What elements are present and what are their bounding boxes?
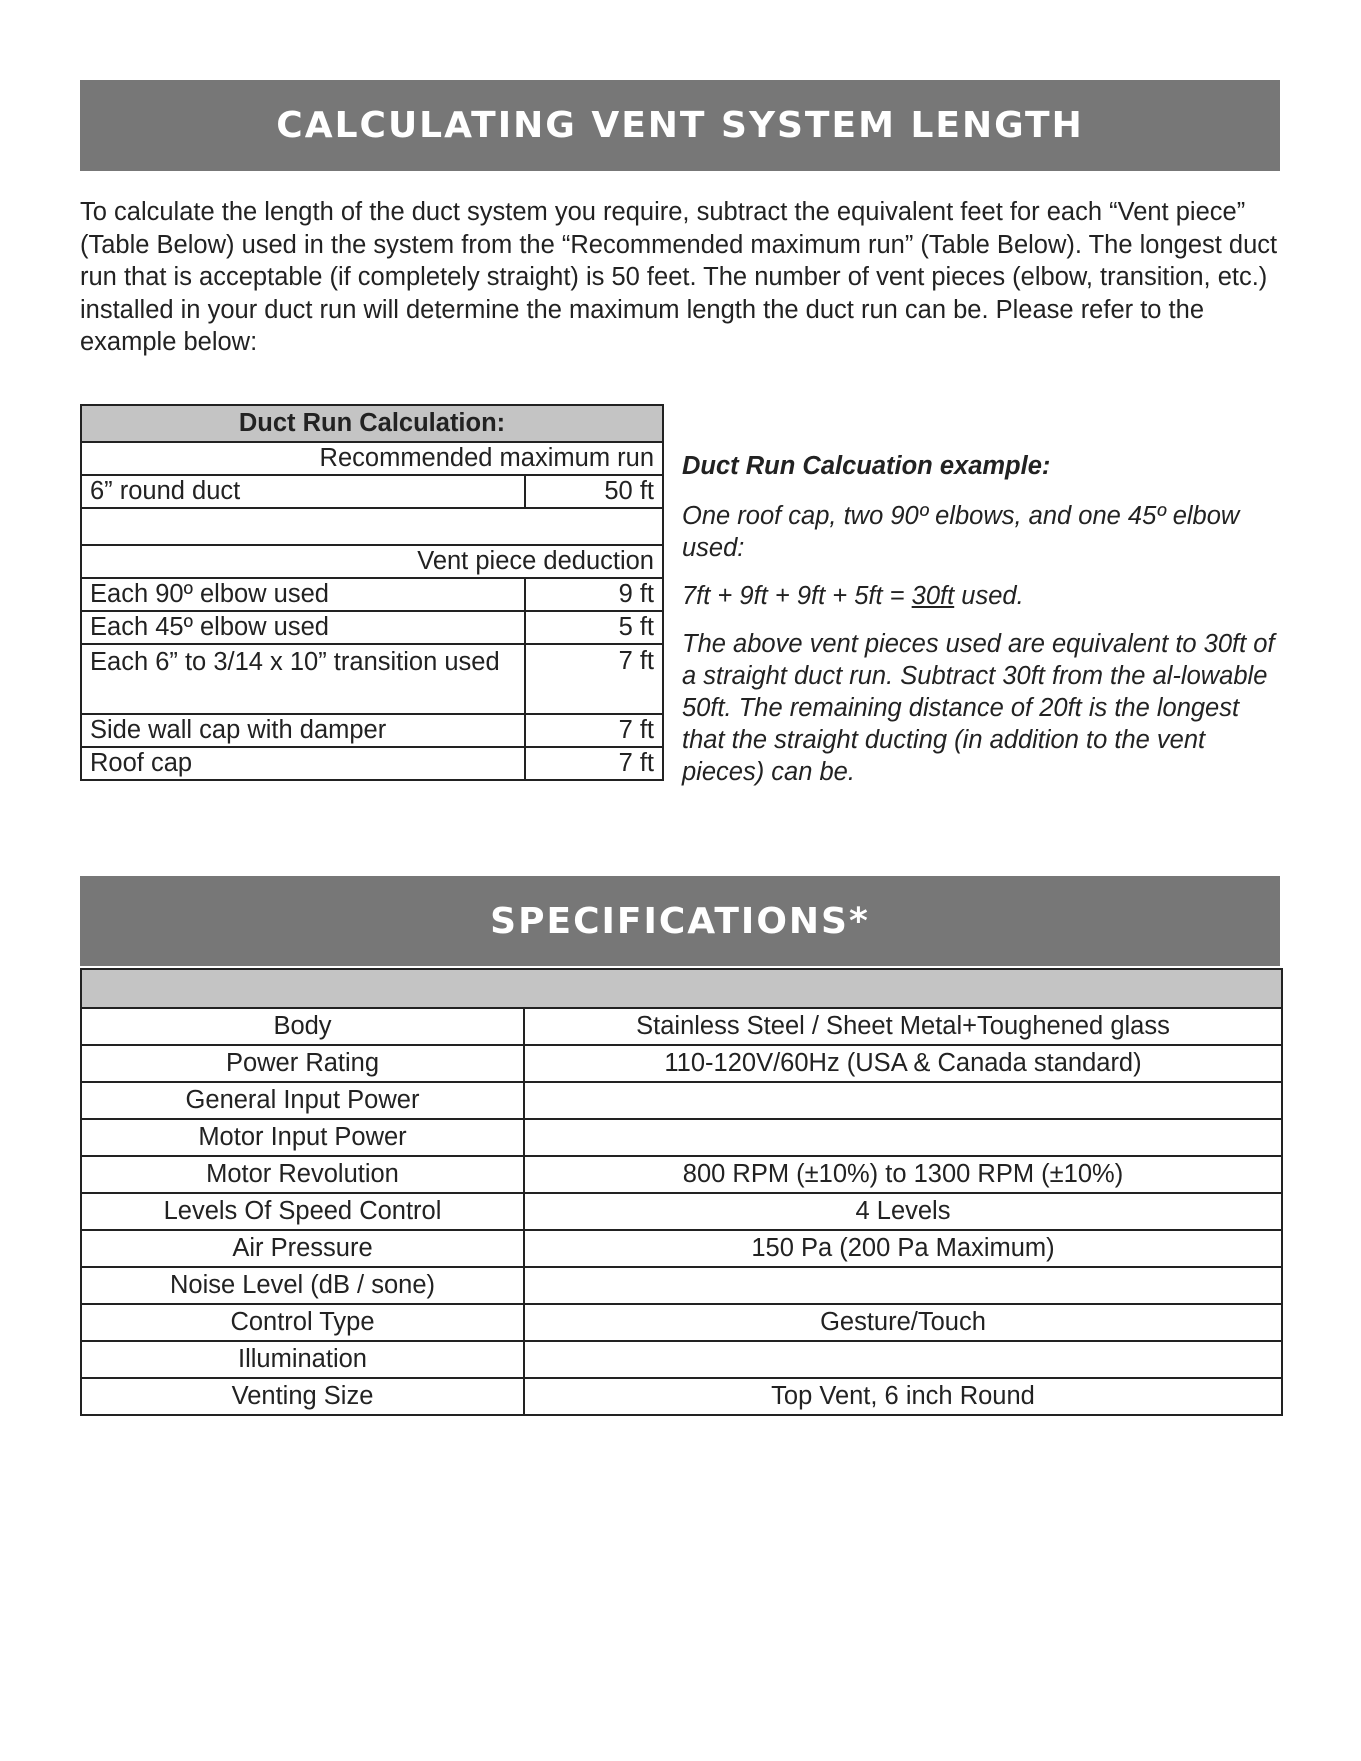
equation-prefix: 7ft + 9ft + 9ft + 5ft = [682, 582, 912, 610]
table-row [81, 1082, 1282, 1119]
row-value: 7 ft [525, 714, 663, 747]
spec-label: Power Rating [81, 1045, 524, 1082]
example-equation [682, 580, 1282, 612]
table-row [81, 1045, 1282, 1082]
example-explanation: The above vent pieces used are equivalent to 30ft of a straight duct run. Subtract 30ft from the al-lowable 50ft. The remaining distance of 20ft is the longest that the straight ducting (in addition to the vent pieces) can be. [682, 630, 1275, 786]
spec-table-header [81, 969, 1282, 1008]
spec-label: Air Pressure [81, 1230, 524, 1267]
vent-length-banner [80, 80, 1280, 171]
spec-value: 110-120V/60Hz (USA & Canada standard) [524, 1045, 1282, 1082]
spec-label: General Input Power [81, 1082, 524, 1119]
spec-value: 150 Pa (200 Pa Maximum) [524, 1230, 1282, 1267]
row-label: 6” round duct [81, 475, 525, 508]
example-line: One roof cap, two 90º elbows, and one 45º elbow used: [682, 502, 1240, 562]
specifications-table [80, 968, 1283, 1416]
table-row [81, 1119, 1282, 1156]
blank-row [81, 508, 663, 545]
intro-paragraph: To calculate the length of the duct system you require, subtract the equivalent feet for each “Vent piece” (Table Below) used in the system from the “Recommended maximum run” (Table Below). The longest duct run that is acceptable (if completely straight) is 50 feet. The number of vent pieces (elbow, transition, etc.) installed in your duct run will determine the maximum length the duct run can be. Please refer to the example below: [80, 198, 1278, 356]
table-row [81, 714, 663, 747]
row-label: Each 6” to 3/14 x 10” transition used [81, 644, 525, 714]
spec-value: Stainless Steel / Sheet Metal+Toughened glass [524, 1008, 1282, 1045]
spec-value [524, 1082, 1282, 1119]
row-value: 50 ft [525, 475, 663, 508]
row-value: 7 ft [525, 747, 663, 780]
duct-table-header: Duct Run Calculation: [81, 405, 663, 442]
spec-value [524, 1267, 1282, 1304]
max-run-label: Recommended maximum run [81, 442, 663, 475]
spec-label: Illumination [81, 1341, 524, 1378]
spec-value: 800 RPM (±10%) to 1300 RPM (±10%) [524, 1156, 1282, 1193]
spec-value: Top Vent, 6 inch Round [524, 1378, 1282, 1415]
row-label: Each 90º elbow used [81, 578, 525, 611]
table-row [81, 1304, 1282, 1341]
section-title: CALCULATING VENT SYSTEM LENGTH [276, 105, 1084, 146]
spec-value [524, 1341, 1282, 1378]
deduction-label: Vent piece deduction [81, 545, 663, 578]
table-row [81, 475, 663, 508]
row-label: Roof cap [81, 747, 525, 780]
table-row [81, 1341, 1282, 1378]
duct-example [682, 450, 1282, 804]
spec-label: Motor Revolution [81, 1156, 524, 1193]
spec-value: 4 Levels [524, 1193, 1282, 1230]
table-row [81, 1378, 1282, 1415]
spec-value: Gesture/Touch [524, 1304, 1282, 1341]
section-title: SPECIFICATIONS* [490, 900, 870, 942]
table-row [81, 1230, 1282, 1267]
equation-total: 30ft [911, 582, 955, 610]
row-label: Side wall cap with damper [81, 714, 525, 747]
row-label: Each 45º elbow used [81, 611, 525, 644]
spec-label: Body [81, 1008, 524, 1045]
duct-run-table [80, 404, 664, 781]
spec-label: Noise Level (dB / sone) [81, 1267, 524, 1304]
table-row [81, 1156, 1282, 1193]
table-row [81, 1008, 1282, 1045]
specifications-banner [80, 876, 1280, 966]
spec-label: Motor Input Power [81, 1119, 524, 1156]
table-row [81, 1267, 1282, 1304]
row-value: 7 ft [525, 644, 663, 714]
example-title: Duct Run Calcuation example: [682, 452, 1051, 480]
row-value: 5 ft [525, 611, 663, 644]
equation-suffix: used. [954, 582, 1024, 610]
spec-label: Levels Of Speed Control [81, 1193, 524, 1230]
table-row [81, 578, 663, 611]
spec-value [524, 1119, 1282, 1156]
table-row [81, 1193, 1282, 1230]
table-row [81, 747, 663, 780]
row-value: 9 ft [525, 578, 663, 611]
table-row [81, 611, 663, 644]
table-row [81, 644, 663, 714]
spec-label: Venting Size [81, 1378, 524, 1415]
spec-label: Control Type [81, 1304, 524, 1341]
